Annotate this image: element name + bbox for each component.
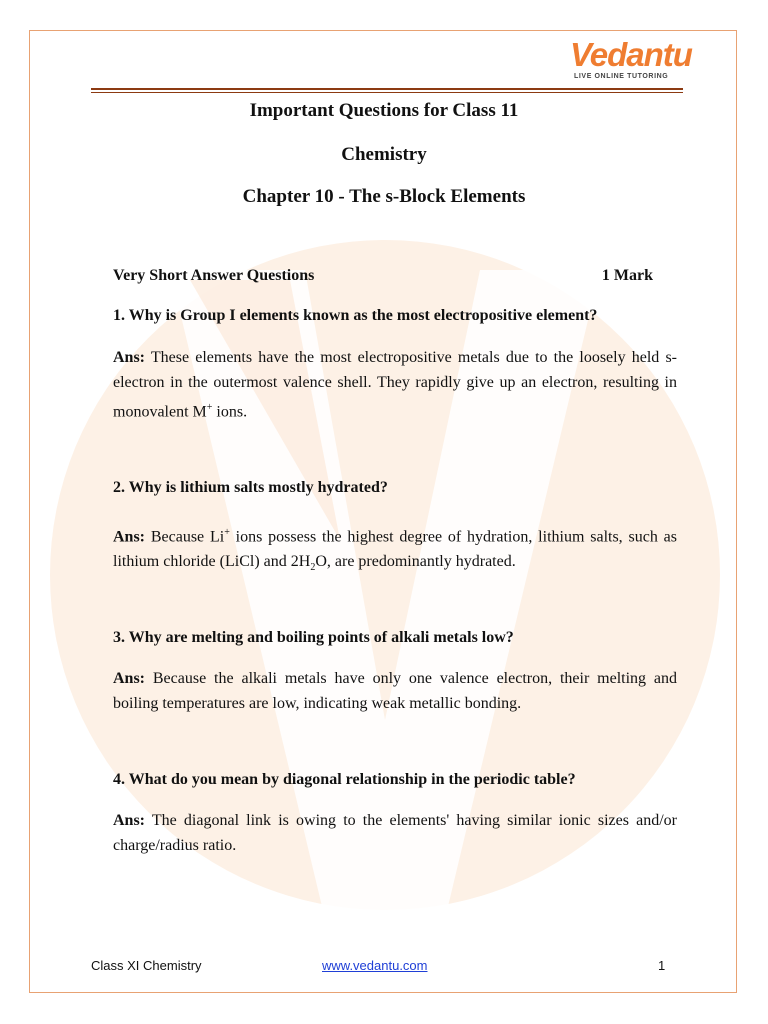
answer-3: Ans: Because the alkali metals have only one valence electron, their melting and boiling temperatures are low, indicating weak metallic bonding.	[113, 670, 677, 712]
ans-label: Ans:	[113, 812, 146, 829]
section-heading	[113, 267, 653, 285]
header-rule	[91, 88, 683, 90]
ans-label: Ans:	[113, 349, 146, 366]
page-number: 1	[658, 958, 666, 973]
question-1: 1. Why is Group I elements known as the most electropositive element?	[113, 307, 598, 324]
logo-wordmark: Vedantu	[570, 36, 692, 73]
answer-2: Ans: Because Li+ ions possess the highest degree of hydration, lithium salts, such as lithium chloride (LiCl) and $2H_2O$, are predominantly hydrated.	[113, 527, 677, 574]
ans-label: Ans:	[113, 670, 146, 687]
section-marks: 1 Mark	[601, 267, 653, 284]
header-rule-thin	[91, 92, 683, 93]
logo-tagline: LIVE ONLINE TUTORING	[574, 73, 669, 80]
footer-website-link[interactable]: www.vedantu.com	[322, 958, 428, 973]
question-2: 2. Why is lithium salts mostly hydrated?	[113, 479, 388, 496]
ans-label: Ans:	[113, 528, 146, 546]
doc-chapter: Chapter 10 - The s-Block Elements	[242, 186, 526, 207]
section-label: Very Short Answer Questions	[113, 267, 315, 284]
vedantu-logo[interactable]	[566, 36, 692, 86]
question-3: 3. Why are melting and boiling points of alkali metals low?	[113, 629, 514, 646]
doc-title: Important Questions for Class 11	[249, 100, 519, 121]
footer-class-label: Class XI Chemistry	[91, 958, 202, 973]
answer-4: Ans: The diagonal link is owing to the elements' having similar ionic sizes and/or charge/radius ratio.	[113, 812, 677, 854]
question-4: 4. What do you mean by diagonal relationship in the periodic table?	[113, 771, 576, 788]
doc-subject: Chemistry	[341, 144, 427, 165]
answer-1: Ans: These elements have the most electropositive metals due to the loosely held s-electron in the outermost valence shell. They rapidly give up an electron, resulting in monovalent M+ ions.	[113, 349, 677, 421]
